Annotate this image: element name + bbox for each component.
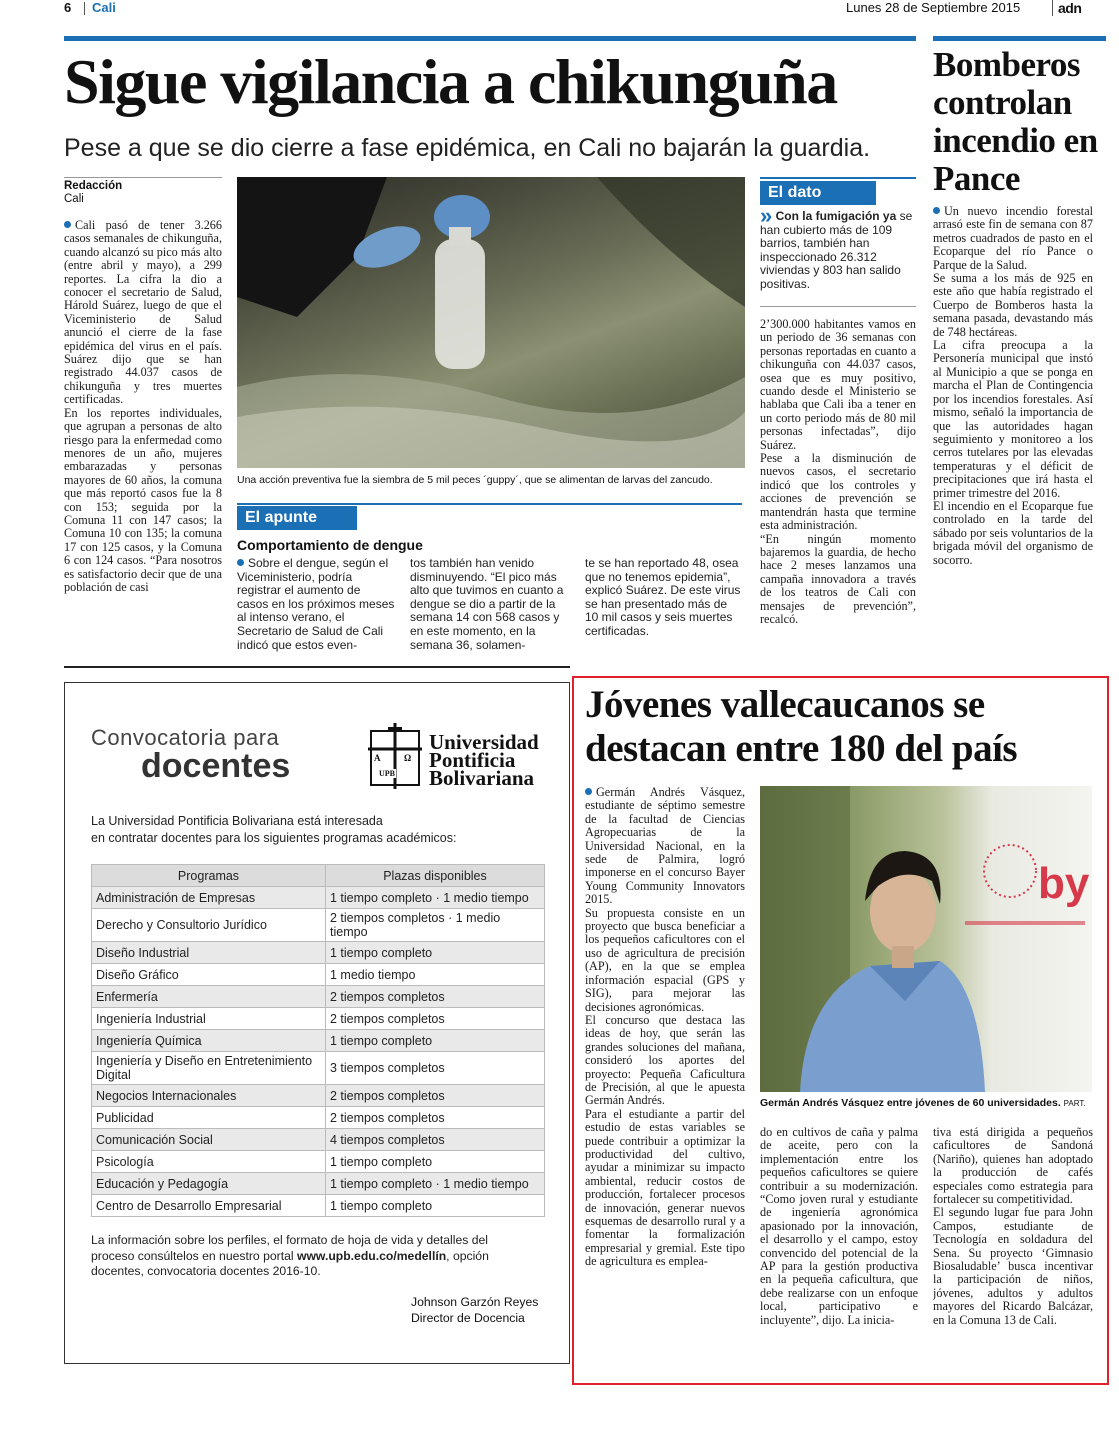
table-row <box>92 1030 545 1052</box>
youth-article-column-1 <box>585 786 745 1368</box>
apunte-rule <box>237 503 742 505</box>
youth-photo-caption <box>760 1097 1105 1109</box>
table-row <box>92 887 545 909</box>
youth-photo <box>760 786 1092 1092</box>
table-row <box>92 909 545 942</box>
ad-intro: La Universidad Pontificia Bolivariana está interesada en contratar docentes para los siguientes programas académicos: <box>91 814 457 845</box>
program-name-cell: Ingeniería Química <box>92 1030 326 1052</box>
youth-photo-illustration <box>760 786 1092 1092</box>
dato-box <box>760 203 916 292</box>
table-header-plazas: Plazas disponibles <box>326 865 545 887</box>
header-blue-rule <box>64 36 916 41</box>
plazas-cell: 1 tiempo completo <box>326 1195 545 1217</box>
bullet-icon <box>64 221 71 228</box>
plazas-cell: 2 tiempos completos · 1 medio tiempo <box>326 909 545 942</box>
programs-table <box>91 864 545 1217</box>
apunte-title: Comportamiento de dengue <box>237 537 423 553</box>
table-row <box>92 1052 545 1085</box>
dato-top-rule <box>760 177 916 179</box>
table-row <box>92 1173 545 1195</box>
youth-article-column-3: tiva está dirigida a pequeños caficultores de Sandoná (Nariño), quienes han adoptado la producción de cafés especiales como estrategia para fortalecer su competitividad. El segundo lugar fue para John Campos, estudiante de Tecnología en soldadura del Sena. Su proyecto ‘Gimnasio Biosaludable’ busca incentivar la participación de niños, jóvenes, adultos y adultos mayores del Ricardo Balcázar, en la Comuna 13 de Cali. <box>933 1126 1093 1327</box>
table-row <box>92 1085 545 1107</box>
ad-footer-url[interactable]: www.upb.edu.co/medellín <box>296 1248 447 1263</box>
ad-box <box>64 682 570 1364</box>
ad-footer-text-2: , opción docentes, convocatoria docentes 2016-10. <box>91 1248 489 1278</box>
double-chevron-icon: » <box>760 203 773 228</box>
program-name-cell: Negocios Internacionales <box>92 1085 326 1107</box>
program-name-cell: Centro de Desarrollo Empresarial <box>92 1195 326 1217</box>
apunte-column-3: te se han reportado 48, osea que no tenemos epidemia”, explicó Suárez. De este virus se han presentado más de 10 mil casos y seis muertes certificadas. <box>585 556 741 638</box>
plazas-cell: 3 tiempos completos <box>326 1052 545 1085</box>
seal-letter-omega: Ω <box>404 753 412 763</box>
brand-logo: adn <box>1052 0 1081 16</box>
main-article-text-1: Cali pasó de tener 3.266 casos semanales de chikunguña, cuando alcanzó su pico más alto (entre abril y mayo), a 299 reportes. La cifra la dio a conocer el secretario de Salud, Hárold Suárez, luego de que el Viceministerio de Salud anunció el cierre de la fase epidémica del virus en el país. Suárez dijo que se han registrado 44.037 casos de chikunguña y tres muertes certificadas. En los reportes individuales, que agrupan a personas de alto riesgo para la enfermedad como menores de un año, mujeres embarazadas y personas mayores de 60 años, la comuna que más reportó casos fue la 8 con 153; seguida por la Comuna 11 con 147 casos; la Comuna 10 con 135; la comuna 17 con 125 casos, y la Comuna 6 con 124 casos. “Para nosotros es satisfactorio decir que de una población de casi <box>64 219 222 594</box>
plazas-cell: 1 tiempo completo · 1 medio tiempo <box>326 1173 545 1195</box>
youth-photo-credit: PART. <box>1063 1099 1086 1108</box>
plazas-cell: 2 tiempos completos <box>326 1085 545 1107</box>
youth-text-1: Germán Andrés Vásquez, estudiante de séptimo semestre de la facultad de Ciencias Agropecuarias de la Universidad Nacional, en la sede de Palmira, logró imponerse en el concurso Bayer Young Community Innovators 2015. Su propuesta consiste en un proyecto que busca beneficiar a los pequeños caficultores con el uso de agricultura de precisión (AP), en la que se emplea información espacial (GPS y SIG), para mejorar las decisiones agronómicas. El concurso que destaca las ideas de hoy, que serán las grandes soluciones del mañana, consideró los aportes del proyecto: Pequeña Caficultura de Precisión, al que le apuesta Germán Andrés. Para el estudiante a partir del estudio de estas variables se puede contribuir a optimizar la productividad del cultivo, ayudar a minimizar su impacto ambiental, reducir costos de producción, fortalecer procesos de innovación, generar nuevos esquemas de desarrollo rural y a fomentar la formalización empresarial y gremial. Este tipo de agricultura es emplea- <box>585 786 745 1269</box>
program-name-cell: Psicología <box>92 1151 326 1173</box>
program-name-cell: Publicidad <box>92 1107 326 1129</box>
table-row <box>92 1107 545 1129</box>
main-article-column-1 <box>64 219 222 655</box>
signer-name: Johnson Garzón Reyes <box>411 1295 539 1309</box>
ad-footer-text-1: La información sobre los perfiles, el formato de hoja de vida y detalles del proceso consúltelos en nuestro portal <box>91 1233 488 1263</box>
upb-seal-icon <box>368 723 422 789</box>
side-article-text <box>933 205 1093 661</box>
logo-line-1: Universidad <box>429 730 539 754</box>
program-name-cell: Diseño Gráfico <box>92 964 326 986</box>
program-name-cell: Ingeniería y Diseño en Entretenimiento Digital <box>92 1052 326 1085</box>
main-photo <box>237 177 745 468</box>
byline-rule <box>64 177 222 178</box>
table-row <box>92 986 545 1008</box>
side-headline: Bomberos controlan incendio en Pance <box>933 45 1098 198</box>
plazas-cell: 1 tiempo completo <box>326 1151 545 1173</box>
program-name-cell: Enfermería <box>92 986 326 1008</box>
program-name-cell: Derecho y Consultorio Jurídico <box>92 909 326 942</box>
section-name: Cali <box>92 0 116 15</box>
header-blue-rule-right <box>933 36 1106 41</box>
plazas-cell: 1 medio tiempo <box>326 964 545 986</box>
main-subtitle: Pese a que se dio cierre a fase epidémica, en Cali no bajarán la guardia. <box>64 134 871 162</box>
byline-city: Cali <box>64 193 84 205</box>
table-row <box>92 1151 545 1173</box>
table-header-programs: Programas <box>92 865 326 887</box>
plazas-cell: 1 tiempo completo <box>326 1030 545 1052</box>
main-photo-caption: Una acción preventiva fue la siembra de 5 mil peces ´guppy´, que se alimentan de larvas del zancudo. <box>237 474 713 486</box>
dato-text: se han cubierto más de 109 barrios, también han inspeccionado 26.312 viviendas y 803 han salido positivas. <box>760 209 913 291</box>
program-name-cell: Diseño Industrial <box>92 942 326 964</box>
page-number: 6 <box>64 0 72 15</box>
header-divider <box>84 2 85 15</box>
program-name-cell: Educación y Pedagogía <box>92 1173 326 1195</box>
table-row <box>92 1129 545 1151</box>
bullet-icon <box>237 559 244 566</box>
programs-table-body <box>92 887 545 1217</box>
table-header-row <box>92 865 545 887</box>
youth-headline: Jóvenes vallecaucanos se destacan entre 180 del país <box>585 683 1018 770</box>
bullet-icon <box>933 207 940 214</box>
photo-brand-text: by <box>1038 859 1090 908</box>
main-headline: Sigue vigilancia a chikunguña <box>64 46 837 117</box>
plazas-cell: 2 tiempos completos <box>326 1107 545 1129</box>
youth-caption-text: Germán Andrés Vásquez entre jóvenes de 60 universidades. <box>760 1097 1061 1109</box>
side-article-body: Un nuevo incendio forestal arrasó este fin de semana con 87 metros cuadrados de pasto en el Ecoparque del río Pance o Parque de la Salud. Se suma a los más de 925 en este año que había registrado el Cuerpo de Bomberos hasta la semana pasada, devastando más de 748 hectáreas. La cifra preocupa a la Personería municipal que instó al Municipio a que se ponga en marcha el Plan de Contingencia por los incendios forestales. Así mismo, señaló la importancia de que las autoridades hagan seguimiento y monitoreo a los cerros tutelares por las elevadas temperaturas y el déficit de precipitaciones que irá hasta el primer trimestre del 2016. El incendio en el Ecoparque fue controlado en la tarde del sábado por seis voluntarios de la brigada móvil del organismo de socorro. <box>933 205 1093 567</box>
issue-date: Lunes 28 de Septiembre 2015 <box>846 0 1021 15</box>
plazas-cell: 2 tiempos completos <box>326 986 545 1008</box>
seal-letter-alpha: A <box>374 753 381 763</box>
program-name-cell: Administración de Empresas <box>92 887 326 909</box>
apunte-text-1: Sobre el dengue, según el Viceministerio, podría registrar el aumento de casos en los próximos meses al intenso verano, el Secretario de Salud de Cali indicó que estos even- <box>237 556 395 652</box>
table-row <box>92 1008 545 1030</box>
program-name-cell: Ingeniería Industrial <box>92 1008 326 1030</box>
apunte-label: El apunte <box>237 506 357 530</box>
ad-kicker: Convocatoria para <box>91 725 280 750</box>
byline-name: Redacción <box>64 180 123 192</box>
table-row <box>92 942 545 964</box>
page-header <box>64 0 1106 18</box>
logo-line-3: Bolivariana <box>429 766 535 790</box>
signer-title: Director de Docencia <box>411 1311 525 1325</box>
apunte-column-2: tos también han venido disminuyendo. “El pico más alto que tuvimos en cuanto a dengue se dio a partir de la semana 14 con 568 casos y en este momento, en la semana 36, solamen- <box>410 556 564 652</box>
seal-letters-upb: UPB <box>379 769 395 778</box>
apunte-column-1 <box>237 557 395 652</box>
table-row <box>92 1195 545 1217</box>
main-article-column-4: 2’300.000 habitantes vamos en un periodo de 36 semanas con personas reportadas en cuanto a chikunguña con 44.037 casos, osea que es muy positivo, cuando desde el Ministerio se hablaba que Cali iba a tener en un corto periodo más de 80 mil personas infectadas”, dijo Suárez. Pese a la disminución de nuevos casos, el secretario indicó que los controles y acciones de prevención se mantendrán hasta que termine esta administración. “En ningún momento bajaremos la guardia, de hecho hace 2 meses lanzamos una campaña innovadora a través de los teatros de Cali con mensajes de prevención”, recalcó. <box>760 318 916 626</box>
program-name-cell: Comunicación Social <box>92 1129 326 1151</box>
ad-footer <box>91 1233 531 1280</box>
plazas-cell: 1 tiempo completo <box>326 942 545 964</box>
plazas-cell: 2 tiempos completos <box>326 1008 545 1030</box>
upb-logo-text <box>429 730 539 790</box>
bullet-icon <box>585 788 592 795</box>
youth-article-column-2: do en cultivos de caña y palma de aceite, pero con la implementación entre los pequeños caficultores se quiere contribuir a su modernización. “Como joven rural y estudiante de ingeniería agronómica apasionado por la innovación, el desarrollo y el campo, estoy convencido del potencial de la AP para la gestión productiva en la pequeña caficultura, que debe realizarse con un enfoque local, participativo e incluyente”, dijo. La inicia- <box>760 1126 918 1327</box>
dato-lead: Con la fumigación ya <box>775 209 897 223</box>
main-photo-illustration <box>237 177 745 468</box>
dato-bottom-rule <box>760 306 916 307</box>
plazas-cell: 1 tiempo completo · 1 medio tiempo <box>326 887 545 909</box>
logo-line-2: Pontificia <box>429 748 516 772</box>
plazas-cell: 4 tiempos completos <box>326 1129 545 1151</box>
table-row <box>92 964 545 986</box>
main-article-bottom-rule <box>64 666 570 668</box>
ad-headline: docentes <box>141 747 291 785</box>
dato-label: El dato <box>760 181 876 205</box>
